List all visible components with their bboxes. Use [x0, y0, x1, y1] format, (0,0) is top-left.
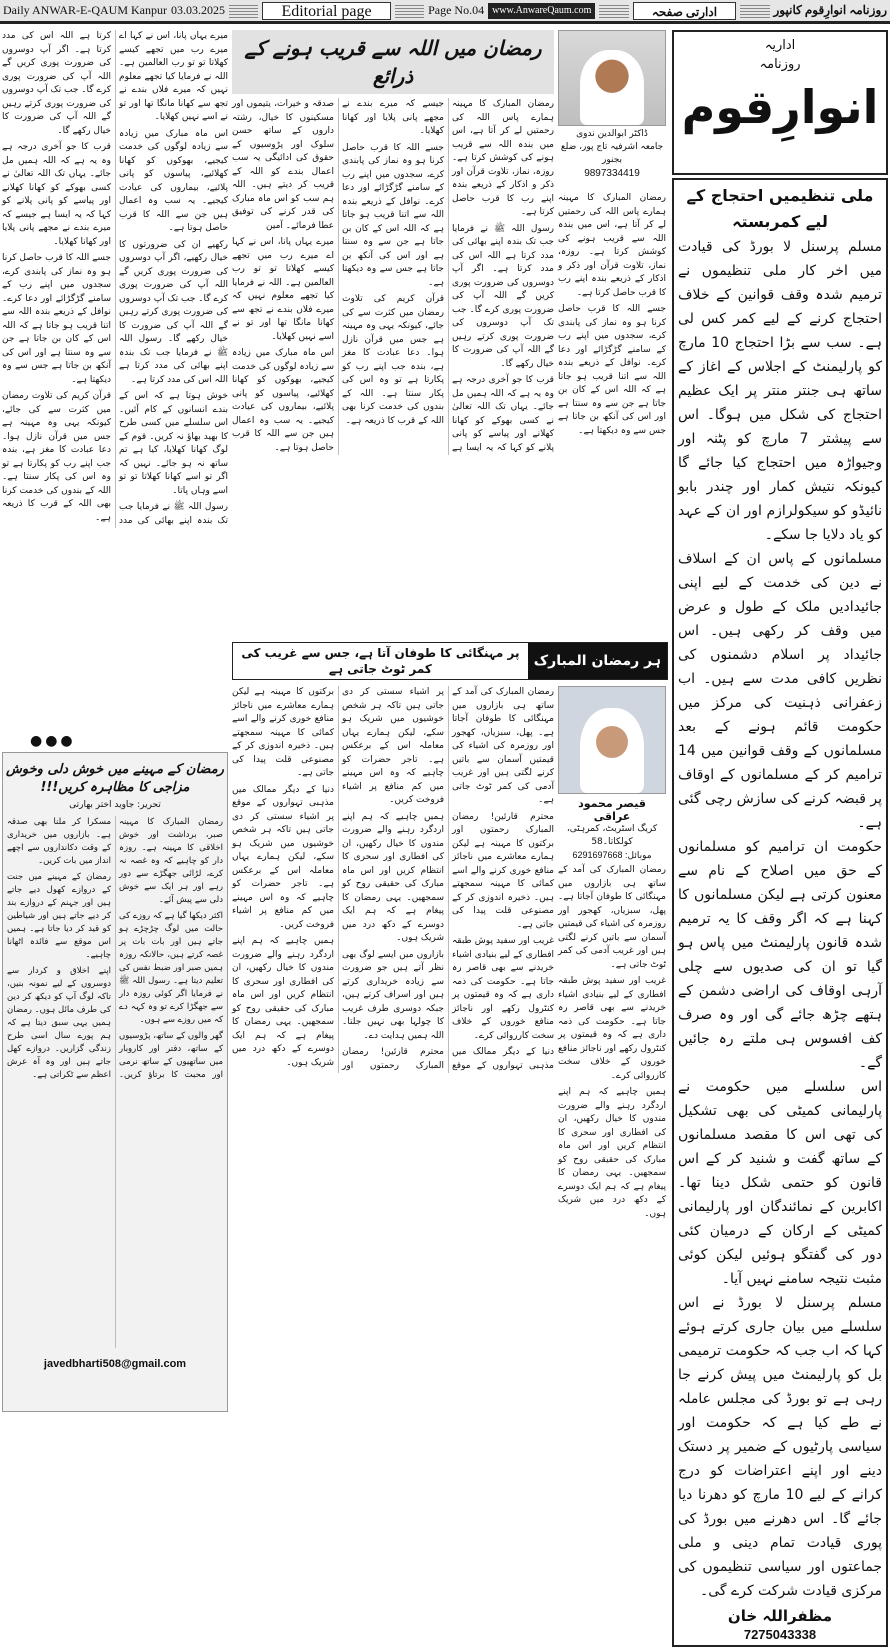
paragraph: رسول اللہ ﷺ نے فرمایا جب تک بندہ اپنے بھائی کی مدد کرتا ہے اللہ اس کی مدد کرتا ہے۔ اگر آپ دوسروں کی ضرورت پوری کریں گے اللہ آپ کی ضرورت پوری کرے گا۔ جب تک آپ دوسروں کی ضرورت پوری کرتے رہیں گے اللہ آپ کی ضرورت کا خیال رکھے گا۔	[452, 223, 554, 369]
paragraph: جسے اللہ کا قرب حاصل کرنا ہو وہ نماز کی پابندی کرے، سجدوں میں اپنے رب کے سامنے گڑگڑائے اور دعا کرے۔ نوافل کے ذریعے بندہ اللہ سے اتنا قریب ہو جاتا ہے کہ اللہ اس کے کان بن جاتا ہے جن سے وہ سنتا ہے اور اس کی آنکھ بن جاتا ہے جس سے وہ دیکھتا ہے۔	[342, 142, 444, 288]
divider	[599, 4, 628, 18]
masthead-urdu: روزنامہ انوارِقوم کانپور	[773, 3, 888, 17]
paragraph: رمضان المبارک کا مہینہ ہمارے پاس اللہ کی رحمتیں لے کر آتا ہے، اس میں بندہ اللہ سے قریب ہونے کی کوشش کرتا ہے۔ روزہ، نماز، تلاوت قرآن اور ذکر و اذکار کے ذریعے بندہ اپنے رب کا قرب حاصل کرتا ہے۔	[558, 193, 666, 298]
end-dots: ●●●	[30, 733, 76, 749]
paragraph: غریب اور سفید پوش طبقہ افطاری کے لیے بنیادی اشیاء خریدنے سے بھی قاصر رہ جاتا ہے۔ حکومت کی ذمہ داری ہے کہ وہ قیمتوں پر کنٹرول رکھے اور ناجائز منافع خوروں کے خلاف سخت کارروائی کرے۔	[452, 936, 554, 1041]
author-phone: 9897334419	[584, 168, 640, 179]
divider	[395, 4, 424, 18]
paragraph: اس ماہ مبارک میں زیادہ سے زیادہ لوگوں کی خدمت کیجیے، بھوکوں کو کھانا کھلائیے، پیاسوں کو پانی پلائیے، بیماروں کی عیادت کیجیے۔ یہ سب وہ اعمال ہیں جن سے اللہ کا قرب حاصل ہوتا ہے۔	[119, 128, 228, 233]
editorial-phone: 7275043338	[743, 1627, 817, 1642]
author-caption-2	[558, 797, 666, 862]
paragraph: اس سلسلے میں حکومت نے پارلیمانی کمیٹی کی بھی تشکیل کی تھی اس کا مقصد مسلمانوں کے ساتھ گفت و شنید کر کے اس قانون کو حتمی شکل دینا تھا۔ اکابرین کے نمائندگان اور پارلیمانی کمیٹی کے ارکان کے درمیان کئی دور کی گفتگو ہوئیں لیکن کوئی مثبت نتیجہ سامنے نہیں آیا۔	[678, 1079, 882, 1287]
paragraph: رمضان المبارک کی آمد کے ساتھ ہی بازاروں میں مہنگائی کا طوفان آجاتا ہے۔ پھل، سبزیاں، کھجور اور روزمرہ کی اشیاء کی قیمتیں آسمان سے باتیں کرنے لگتی ہیں اور غریب آدمی کی کمر ٹوٹ جاتی ہے۔	[452, 687, 554, 805]
author-address: جامعہ اشرفیہ تاج پور، ضلع بجنور	[560, 142, 664, 165]
paragraph: محترم قارئین! رمضان المبارک رحمتوں اور برکتوں کا مہینہ ہے لیکن ہمارے معاشرے میں ناجائز منافع خوری کرنے والے اسے کمائی کا مہینہ سمجھتے ہیں۔ ذخیرہ اندوزی کر کے مصنوعی قلت پیدا کی جاتی ہے۔	[232, 687, 444, 1071]
paragraph: میرے یہاں پانا، اس نے کہا اے میرے رب میں تجھے کیسے کھلاتا تو تو رب العالمین ہے۔ اللہ نے فرمایا کیا تجھے معلوم نہیں کہ میرے فلاں بندے نے تجھ سے کھانا مانگا تھا اور تو نے اسے نہیں کھلایا۔	[232, 237, 334, 342]
editorial-label: اداریہ	[764, 38, 796, 53]
paragraph: ہمیں چاہیے کہ ہم اپنے اردگرد رہنے والے ضرورت مندوں کا خیال رکھیں، ان کی افطاری اور سحری کا انتظام کریں اور اس ماہ مبارک کی حقیقی روح کو سمجھیں۔ یہی رمضان کا پیغام ہے کہ ہم ایک دوسرے کے دکھ درد میں شریک ہوں۔	[232, 936, 334, 1068]
issue-date: 03.03.2025	[170, 3, 225, 17]
paragraph: رسول اللہ ﷺ نے فرمایا جب تک بندہ اپنے بھائی کی مدد کرتا ہے اللہ اس کی مدد کرتا ہے۔ اگر آپ دوسروں کی ضرورت پوری کریں گے اللہ آپ کی ضرورت پوری کرے گا۔ جب تک آپ دوسروں کی ضرورت پوری کرتے رہیں گے اللہ آپ کی ضرورت کا خیال رکھے گا۔	[2, 31, 228, 526]
paragraph: جسے اللہ کا قرب حاصل کرنا ہو وہ نماز کی پابندی کرے، سجدوں میں اپنے رب کے سامنے گڑگڑائے اور دعا کرے۔ نوافل کے ذریعے بندہ اللہ سے اتنا قریب ہو جاتا ہے کہ اللہ اس کے کان بن جاتا ہے جن سے وہ سنتا ہے اور اس کی آنکھ بن جاتا ہے جس سے وہ دیکھتا ہے۔	[2, 253, 111, 385]
left-article-byline: تحریر: جاوید اختر بھارتی	[69, 800, 161, 810]
paragraph: ہمیں چاہیے کہ ہم اپنے اردگرد رہنے والے ضرورت مندوں کا خیال رکھیں، ان کی افطاری اور سحری کا انتظام کریں اور اس ماہ مبارک کی حقیقی روح کو سمجھیں۔ یہی رمضان کا پیغام ہے کہ ہم ایک دوسرے کے دکھ درد میں شریک ہوں۔	[342, 811, 444, 943]
paragraph: حکومت ان ترامیم کو مسلمانوں کے حق میں اصلاح کے نام سے معنون کرتی ہے لیکن مسلمانوں کا کہنا ہے کہ اگر وقف کا یہ ترمیم شدہ قانون پارلیمنٹ میں پاس ہو گیا تو ان کی صدیوں سے چلی آرہی اوقاف کی اراضی دشمن کے ہتھے چڑھ جائے گی اور وہ صرف کف افسوس ہی ملتے رہ جائیں گے۔	[678, 839, 882, 1071]
header-bar	[0, 0, 890, 24]
daily-label: روزنامہ	[759, 57, 801, 72]
paragraph: اپنے اخلاق و کردار سے دوسروں کے لیے نمونہ بنیں، تاکہ لوگ آپ کو دیکھ کر دین کی طرف مائل ہوں۔ رمضان ہمیں یہی سبق دیتا ہے کہ ہم پورے سال اسی طرح زندگی گزاریں۔ دروازے کھل جاتے ہیں اور وہ آہ عرش اعظم سے ٹکراتی ہے۔	[7, 966, 111, 1080]
author-name: ڈاکٹر ابوالدین ندوی	[576, 129, 648, 139]
paragraph: اکثر دیکھا گیا ہے کہ روزے کی حالت میں لوگ چڑچڑے ہو جاتے ہیں اور بات بات پر غصہ کرتے ہیں، حالانکہ روزہ ہمیں صبر اور ضبط نفس کی تعلیم دیتا ہے۔ رسول اللہ ﷺ نے فرمایا اگر کوئی روزہ دار سے جھگڑا کرے تو وہ کہہ دے کہ میں روزے سے ہوں۔	[119, 911, 223, 1025]
divider	[740, 4, 769, 18]
paragraph: بازاروں میں ایسے لوگ بھی نظر آتے ہیں جو ضرورت سے زیادہ خریداری کرتے ہیں اور اسراف کرتے ہیں، جبکہ دوسری طرف غریب کا چولہا بھی نہیں جلتا۔ اللہ ہمیں ہدایت دے۔	[342, 949, 444, 1041]
author-photo	[558, 30, 666, 126]
author-phone: موبائل: 6291697668	[572, 850, 652, 860]
author-caption	[558, 128, 666, 180]
page-number: Page No.04	[428, 3, 485, 17]
author-address: کریگ اسٹریٹ، کمرہٹی، کولکاتا۔58	[566, 824, 658, 847]
paragraph: ہمیں چاہیے کہ ہم اپنے اردگرد رہنے والے ضرورت مندوں کا خیال رکھیں، ان کی افطاری اور سحری کا انتظام کریں اور اس ماہ مبارک کی حقیقی روح کو سمجھیں۔ یہی رمضان کا پیغام ہے کہ ہم ایک دوسرے کے دکھ درد میں شریک ہوں۔	[558, 1087, 666, 1219]
paragraph: دنیا کے دیگر ممالک میں مذہبی تہواروں کے موقع پر اشیاء سستی کر دی جاتی ہیں تاکہ ہر شخص خوشیوں میں شریک ہو سکے، لیکن ہمارے یہاں معاملہ اس کے برعکس ہے۔ تاجر حضرات کو چاہیے کہ وہ اس مہینے میں کم منافع پر اشیاء فروخت کریں۔	[232, 784, 334, 930]
paragraph: قرآن کریم کی تلاوت رمضان میں کثرت سے کی جائے، کیونکہ یہی وہ مہینہ ہے جس میں قرآن نازل ہوا۔ دعا عبادت کا مغز ہے، بندہ جب اپنے رب کو پکارتا ہے تو وہ اس کی پکار سنتا ہے۔ اللہ کے بندوں کی خدمت کرنا بھی اللہ کے قرب کا ذریعہ ہے۔	[342, 294, 444, 426]
paper-name-en: Daily ANWAR-E-QAUM Kanpur	[3, 3, 167, 17]
editorial-headline: ملی تنظیمیں احتجاج کے لیے کمربستہ	[686, 186, 874, 231]
second-headline	[232, 642, 668, 680]
second-article-side-text	[558, 864, 666, 1224]
section-label: Editorial page	[262, 2, 390, 20]
left-article-headline: رمضان کے مہینے میں خوش دلی وخوش مزاجی کا مظاہرہ کریں!!!	[6, 762, 224, 795]
paragraph: غریب اور سفید پوش طبقہ افطاری کے لیے بنیادی اشیاء خریدنے سے بھی قاصر رہ جاتا ہے۔ حکومت کی ذمہ داری ہے کہ وہ قیمتوں پر کنٹرول رکھے اور ناجائز منافع خوروں کے خلاف سخت کارروائی کرے۔	[558, 976, 666, 1081]
editorial-author: مظفراللہ خان	[727, 1607, 833, 1625]
paragraph: مسلم پرسنل لا بورڈ نے اس سلسلے میں بیان جاری کرتے ہوئے کہا کہ اب جب کہ حکومت ترمیمی بل کو پارلیمنٹ میں پیش کرنے جا رہی ہے تو بورڈ کی مجلس عاملہ نے طے کیا ہے کہ حکومت اور سیاسی پارٹیوں کے ضمیر پر دستک دینے اور اپنے اعتراضات کو درج کرانے کے لیے 10 مارچ کو دھرنا دیا جائے گا۔ اس دھرنے میں بورڈ کی پوری قیادت تمام دینی و ملی جماعتوں اور سیاسی تنظیموں کی مرکزی قیادت شرکت کرے گی۔	[678, 1295, 882, 1599]
section-label-urdu: ادارتی صفحہ	[633, 2, 736, 20]
second-headline-part1: ہر رمضان المبارک	[528, 643, 667, 679]
second-article-body	[232, 686, 554, 1073]
left-article-body	[3, 812, 227, 1352]
paragraph: مسلم پرسنل لا بورڈ کی قیادت میں اخر کار ملی تنظیموں نے ترمیم شدہ وقف قوانین کے خلاف احتجاج کرنے کے لیے کمر کس لی ہے۔ سب سے بڑا احتجاج 10 مارچ کو پارلیمنٹ کے اجلاس کے اغاز کے ساتھ ہی جنتر منتر پر ایک عظیم احتجاج کی شکل میں ہوگا۔ اس سے پیشتر 7 مارچ کو پٹنہ اور وجیواڑہ میں احتجاج کیا جائے گا کیونکہ نتیش کمار اور چندر بابو نائیڈو کو سیکولرازم اور ان کے عہد کو یاد دلایا جا سکے۔	[678, 239, 883, 543]
paragraph: محترم قارئین! رمضان المبارک رحمتوں اور برکتوں کا مہینہ ہے لیکن ہمارے معاشرے میں ناجائز منافع خوری کرنے والے اسے کمائی کا مہینہ سمجھتے ہیں۔ ذخیرہ اندوزی کر کے مصنوعی قلت پیدا کی جاتی ہے۔	[452, 811, 554, 930]
paragraph: قرب کا جو آخری درجہ ہے وہ یہ ہے کہ اللہ ہمیں مل جائے۔ یہاں تک اللہ تعالیٰ نے کسی بھوکے کو کھانا کھلانے اور پیاسے کو پانی پلانے کو کہا کہ یہ ایسا ہے جیسے کہ میرے بندے نے مجھے پانی پلایا اور کھانا کھلایا۔	[342, 99, 554, 453]
author-name: قیصر محمود عراقی	[578, 797, 646, 823]
paragraph: رمضان کے مہینے میں جنت کے دروازے کھول دیے جاتے ہیں اور جہنم کے دروازے بند کر دیے جاتے ہیں اور شیاطین کو قید کر دیا جاتا ہے۔ ہمیں اس موقع سے فائدہ اٹھانا چاہیے۔	[7, 872, 111, 960]
paragraph: مسلمانوں کے پاس ان کے اسلاف نے دین کی خدمت کے لیے اپنی جائیدادیں ملک کے طول و عرض میں وقف کر رکھی ہیں۔ اس جائیداد پر اسلام دشمنوں کی نظریں کافی مدت سے ہیں۔ اب زعفرانی ذہنیت کی مرکز میں حکومت قائم ہونے کے بعد مسلمانوں کے وقف قوانین میں 14 ترامیم کر کے مسلمانوں کے اوقاف پر قبضہ کرنے کی سازش رچی گئی ہے۔	[678, 551, 882, 831]
paragraph: میرے یہاں پانا، اس نے کہا اے میرے رب میں تجھے کیسے کھلاتا تو تو رب العالمین ہے۔ اللہ نے فرمایا کیا تجھے معلوم نہیں کہ میرے فلاں بندے نے تجھ سے کھانا مانگا تھا اور تو نے اسے نہیں کھلایا۔	[119, 31, 228, 122]
main-article-side-text	[558, 192, 666, 441]
left-article	[2, 752, 228, 1412]
paragraph: صدقہ و خیرات، یتیموں اور مسکینوں کا خیال، رشتہ داروں کے ساتھ حسن سلوک اور پڑوسیوں کے حقوق کی ادائیگی یہ سب اعمال بندے کو اللہ کے قریب کر دیتے ہیں۔ اللہ ہم سب کو اس ماہ مبارک کی قدر کرنے کی توفیق عطا فرمائے۔ آمین	[232, 99, 334, 231]
paragraph: دنیا کے دیگر ممالک میں مذہبی تہواروں کے موقع پر اشیاء سستی کر دی جاتی ہیں تاکہ ہر شخص خوشیوں میں شریک ہو سکے، لیکن ہمارے یہاں معاملہ اس کے برعکس ہے۔ تاجر حضرات کو چاہیے کہ وہ اس مہینے میں کم منافع پر اشیاء فروخت کریں۔	[342, 687, 554, 1071]
paragraph: گھر والوں کے ساتھ، پڑوسیوں کے ساتھ، دفتر اور کاروبار میں ساتھیوں کے ساتھ نرمی اور محبت کا برتاؤ کریں۔ مسکرا کر ملنا بھی صدقہ ہے۔ بازاروں میں خریداری کے وقت دکانداروں سے اچھے انداز میں بات کریں۔	[7, 817, 223, 1080]
main-article-body	[232, 98, 554, 455]
paragraph: رمضان المبارک کی آمد کے ساتھ ہی بازاروں میں مہنگائی کا طوفان آجاتا ہے۔ پھل، سبزیاں، کھجور اور روزمرہ کی اشیاء کی قیمتیں آسمان سے باتیں کرنے لگتی ہیں اور غریب آدمی کی کمر ٹوٹ جاتی ہے۔	[558, 865, 666, 970]
second-headline-part2: پر مہنگائی کا طوفان آتا ہے، جس سے غریب کی کمر ٹوٹ جاتی ہے	[241, 646, 520, 676]
divider	[229, 4, 258, 18]
paragraph: قرب کا جو آخری درجہ ہے وہ یہ ہے کہ اللہ ہمیں مل جائے۔ یہاں تک اللہ تعالیٰ نے کسی بھوکے کو کھانا کھلانے اور پیاسے کو پانی پلانے کو کہا کہ یہ ایسا ہے جیسے کہ میرے بندے نے مجھے پانی پلایا اور کھانا کھلایا۔	[2, 142, 111, 247]
author-photo-2	[558, 686, 666, 794]
paragraph: رمضان المبارک کا مہینہ صبر، برداشت اور خوش اخلاقی کا مہینہ ہے۔ روزہ دار کو چاہیے کہ وہ غصہ نہ کرے، لڑائی جھگڑے سے دور رہے اور ہر ایک سے خوش دلی سے پیش آئے۔	[119, 817, 223, 905]
paragraph: جسے اللہ کا قرب حاصل کرنا ہو وہ نماز کی پابندی کرے، سجدوں میں اپنے رب کے سامنے گڑگڑائے اور دعا کرے۔ نوافل کے ذریعے بندہ اللہ سے اتنا قریب ہو جاتا ہے کہ اللہ اس کے کان بن جاتا ہے جن سے وہ سنتا ہے اور اس کی آنکھ بن جاتا ہے جس سے وہ دیکھتا ہے۔	[558, 304, 666, 436]
main-headline: رمضان میں اللہ سے قریب ہونے کے ذرائع	[232, 30, 554, 94]
paragraph: رکھیے ان کی ضرورتوں کا خیال رکھیے، اگر آپ دوسروں کی ضرورت پوری کریں گے اللہ آپ کی ضرورت پوری کرے گا۔ جب تک آپ دوسروں کی ضرورت پوری کرتے رہیں گے اللہ آپ کی ضرورت کا خیال رکھے گا۔ رسول اللہ ﷺ نے فرمایا جب تک بندہ اپنے بھائی کی مدد کرتا ہے اللہ اس کی مدد کرتا ہے۔	[119, 239, 228, 385]
editorial-article	[672, 178, 888, 1647]
left-top-text	[2, 30, 228, 528]
paragraph: رمضان المبارک کا مہینہ ہمارے پاس اللہ کی رحمتیں لے کر آتا ہے، اس میں بندہ اللہ سے قریب ہونے کی کوشش کرتا ہے۔ روزہ، نماز، تلاوت قرآن اور ذکر و اذکار کے ذریعے بندہ اپنے رب کا قرب حاصل کرتا ہے۔	[452, 99, 554, 217]
website-link[interactable]: www.AnwareQaum.com	[488, 3, 595, 19]
paragraph: خوش ہوتا ہے کہ اس کے بندے انسانوں کے کام آئیں۔ اس سلسلے میں کسی طرح کا بھید بھاؤ نہ کریں۔ قوم کے لوگ کھانا کھلایا، کیا ہے تم ساتھ نہ ہو جائے۔ نہیں کہ اگر تو اسے کھانا کھلاتا تو تو اسے وہاں پاتا۔	[119, 391, 228, 496]
paragraph: اس ماہ مبارک میں زیادہ سے زیادہ لوگوں کی خدمت کیجیے، بھوکوں کو کھانا کھلائیے، پیاسوں کو پانی پلائیے، بیماروں کی عیادت کیجیے۔ یہ سب وہ اعمال ہیں جن سے اللہ کا قرب حاصل ہوتا ہے۔	[232, 348, 334, 453]
editorial-masthead	[672, 30, 888, 175]
editorial-body	[678, 235, 882, 1603]
author-email[interactable]: javedbharti508@gmail.com	[43, 1358, 187, 1370]
paragraph: قرآن کریم کی تلاوت رمضان میں کثرت سے کی جائے، کیونکہ یہی وہ مہینہ ہے جس میں قرآن نازل ہوا۔ دعا عبادت کا مغز ہے، بندہ جب اپنے رب کو پکارتا ہے تو وہ اس کی پکار سنتا ہے۔ اللہ کے بندوں کی خدمت کرنا بھی اللہ کے قرب کا ذریعہ ہے۔	[2, 391, 111, 523]
paper-title: انوارِقوم	[681, 80, 879, 134]
